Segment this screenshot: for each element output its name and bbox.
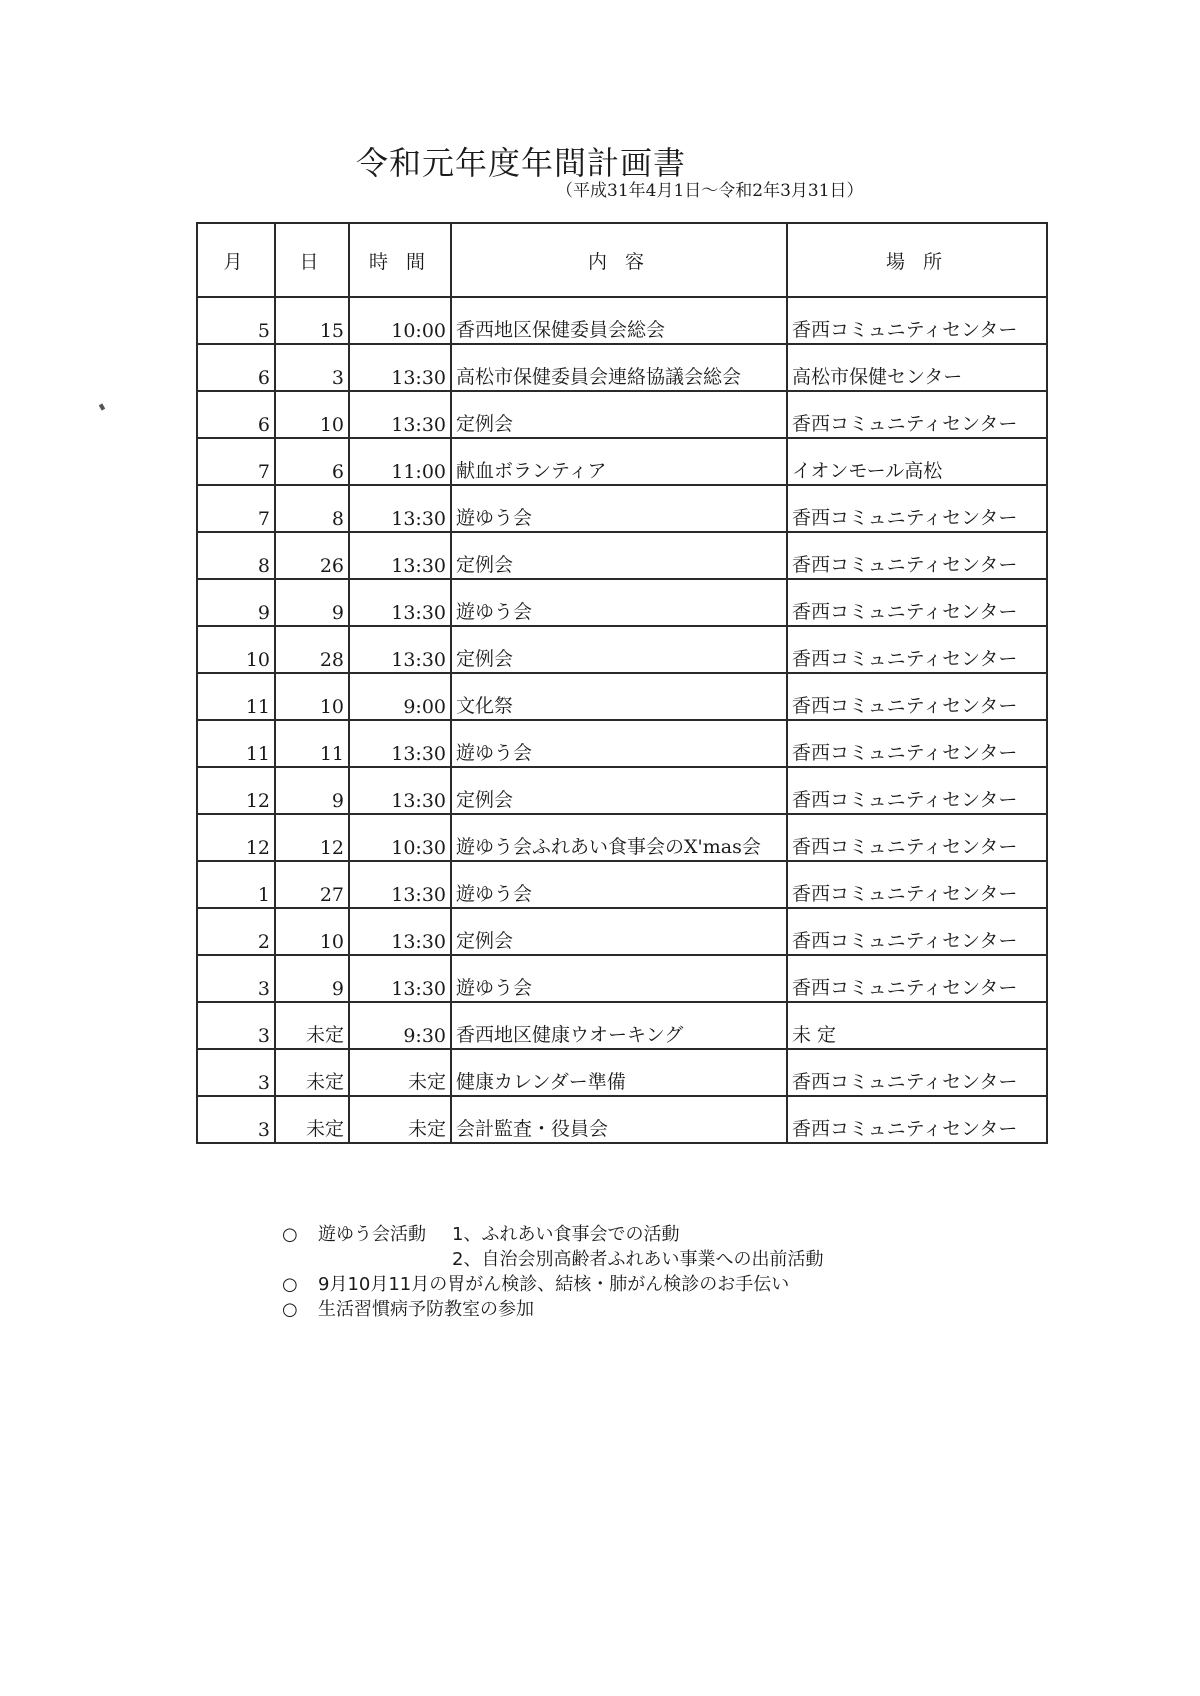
cell-time: 10:00	[349, 297, 451, 344]
cell-day: 15	[275, 297, 349, 344]
header-place: 場 所	[787, 223, 1047, 297]
cell-place: 香西コミュニティセンター	[787, 720, 1047, 767]
cell-content: 文化祭	[451, 673, 787, 720]
period-subtitle: （平成31年4月1日～令和2年3月31日）	[556, 181, 864, 201]
cell-month: 10	[197, 626, 275, 673]
cell-month: 3	[197, 955, 275, 1002]
cell-time: 13:30	[349, 955, 451, 1002]
cell-day: 3	[275, 344, 349, 391]
cell-month: 8	[197, 532, 275, 579]
table-header-row	[197, 223, 1047, 297]
cell-time: 13:30	[349, 908, 451, 955]
header-day: 日	[275, 223, 349, 297]
cell-month: 6	[197, 344, 275, 391]
cell-time: 13:30	[349, 720, 451, 767]
header-content: 内 容	[451, 223, 787, 297]
cell-month: 9	[197, 579, 275, 626]
table-row	[197, 344, 1047, 391]
table-row	[197, 579, 1047, 626]
cell-place: 香西コミュニティセンター	[787, 391, 1047, 438]
cell-place: イオンモール高松	[787, 438, 1047, 485]
cell-time: 13:30	[349, 485, 451, 532]
cell-content: 遊ゆう会	[451, 485, 787, 532]
cell-month: 5	[197, 297, 275, 344]
header-time: 時 間	[349, 223, 451, 297]
cell-place: 香西コミュニティセンター	[787, 814, 1047, 861]
table-row	[197, 861, 1047, 908]
activity-label: 遊ゆう会活動	[318, 1224, 426, 1245]
cell-content: 定例会	[451, 626, 787, 673]
cell-time: 13:30	[349, 391, 451, 438]
cell-place: 高松市保健センター	[787, 344, 1047, 391]
cell-place: 香西コミュニティセンター	[787, 485, 1047, 532]
cell-time: 13:30	[349, 532, 451, 579]
cell-day: 11	[275, 720, 349, 767]
activity-item-1: 1、ふれあい食事会での活動	[452, 1224, 680, 1245]
table-row	[197, 1096, 1047, 1143]
table-row	[197, 814, 1047, 861]
table-row	[197, 720, 1047, 767]
stray-ink-mark	[99, 403, 105, 410]
cell-place: 香西コミュニティセンター	[787, 1096, 1047, 1143]
cell-place: 香西コミュニティセンター	[787, 955, 1047, 1002]
cell-time: 未定	[349, 1096, 451, 1143]
header-month: 月	[197, 223, 275, 297]
table-row	[197, 438, 1047, 485]
cell-place: 香西コミュニティセンター	[787, 579, 1047, 626]
cell-content: 健康カレンダー準備	[451, 1049, 787, 1096]
cell-content: 定例会	[451, 767, 787, 814]
cell-time: 13:30	[349, 861, 451, 908]
cell-place: 香西コミュニティセンター	[787, 626, 1047, 673]
cell-time: 13:30	[349, 344, 451, 391]
cell-month: 12	[197, 767, 275, 814]
cell-place: 香西コミュニティセンター	[787, 767, 1047, 814]
cell-day: 9	[275, 579, 349, 626]
cell-content: 定例会	[451, 391, 787, 438]
classroom-text: 生活習慣病予防教室の参加	[318, 1299, 534, 1320]
cell-content: 遊ゆう会ふれあい食事会のX'mas会	[451, 814, 787, 861]
cell-day: 未定	[275, 1049, 349, 1096]
cell-place: 香西コミュニティセンター	[787, 861, 1047, 908]
cell-place: 香西コミュニティセンター	[787, 673, 1047, 720]
cell-content: 遊ゆう会	[451, 955, 787, 1002]
screening-text: 9月10月11月の胃がん検診、結核・肺がん検診のお手伝い	[318, 1274, 790, 1295]
circle-bullet-icon: ○	[282, 1299, 298, 1320]
cell-time: 13:30	[349, 626, 451, 673]
cell-day: 27	[275, 861, 349, 908]
cell-month: 6	[197, 391, 275, 438]
table-row	[197, 485, 1047, 532]
cell-time: 9:30	[349, 1002, 451, 1049]
table-row	[197, 626, 1047, 673]
cell-month: 1	[197, 861, 275, 908]
cell-content: 会計監査・役員会	[451, 1096, 787, 1143]
cell-day: 9	[275, 955, 349, 1002]
cell-time: 11:00	[349, 438, 451, 485]
cell-month: 11	[197, 673, 275, 720]
cell-month: 7	[197, 485, 275, 532]
cell-day: 未定	[275, 1002, 349, 1049]
cell-content: 遊ゆう会	[451, 720, 787, 767]
cell-time: 未定	[349, 1049, 451, 1096]
note-activity	[282, 1222, 823, 1247]
cell-day: 未定	[275, 1096, 349, 1143]
table-row	[197, 391, 1047, 438]
cell-day: 28	[275, 626, 349, 673]
cell-content: 定例会	[451, 532, 787, 579]
cell-time: 10:30	[349, 814, 451, 861]
cell-content: 定例会	[451, 908, 787, 955]
cell-place: 香西コミュニティセンター	[787, 908, 1047, 955]
cell-place: 香西コミュニティセンター	[787, 1049, 1047, 1096]
cell-time: 13:30	[349, 767, 451, 814]
cell-month: 3	[197, 1002, 275, 1049]
schedule-body	[197, 297, 1047, 1143]
cell-content: 香西地区健康ウオーキング	[451, 1002, 787, 1049]
circle-bullet-icon: ○	[282, 1274, 298, 1295]
cell-month: 2	[197, 908, 275, 955]
table-row	[197, 955, 1047, 1002]
note-screening	[282, 1272, 823, 1297]
cell-place: 香西コミュニティセンター	[787, 297, 1047, 344]
cell-month: 11	[197, 720, 275, 767]
table-row	[197, 1049, 1047, 1096]
cell-content: 献血ボランティア	[451, 438, 787, 485]
cell-month: 3	[197, 1049, 275, 1096]
cell-time: 13:30	[349, 579, 451, 626]
cell-place: 未 定	[787, 1002, 1047, 1049]
table-row	[197, 297, 1047, 344]
page-title: 令和元年度年間計画書	[356, 144, 687, 182]
cell-day: 10	[275, 673, 349, 720]
cell-month: 12	[197, 814, 275, 861]
table-row	[197, 532, 1047, 579]
cell-day: 26	[275, 532, 349, 579]
table-row	[197, 1002, 1047, 1049]
activity-item-2: 2、自治会別高齢者ふれあい事業への出前活動	[452, 1249, 824, 1270]
cell-day: 12	[275, 814, 349, 861]
table-row	[197, 767, 1047, 814]
note-classroom	[282, 1297, 823, 1322]
notes-section	[282, 1222, 823, 1322]
note-activity-2	[282, 1247, 823, 1272]
cell-content: 高松市保健委員会連絡協議会総会	[451, 344, 787, 391]
table-row	[197, 908, 1047, 955]
schedule-table	[196, 222, 1048, 1144]
circle-bullet-icon: ○	[282, 1224, 298, 1245]
cell-day: 9	[275, 767, 349, 814]
table-row	[197, 673, 1047, 720]
cell-content: 香西地区保健委員会総会	[451, 297, 787, 344]
cell-day: 8	[275, 485, 349, 532]
cell-time: 9:00	[349, 673, 451, 720]
cell-place: 香西コミュニティセンター	[787, 532, 1047, 579]
cell-content: 遊ゆう会	[451, 861, 787, 908]
cell-day: 6	[275, 438, 349, 485]
cell-day: 10	[275, 908, 349, 955]
cell-content: 遊ゆう会	[451, 579, 787, 626]
cell-day: 10	[275, 391, 349, 438]
cell-month: 7	[197, 438, 275, 485]
cell-month: 3	[197, 1096, 275, 1143]
